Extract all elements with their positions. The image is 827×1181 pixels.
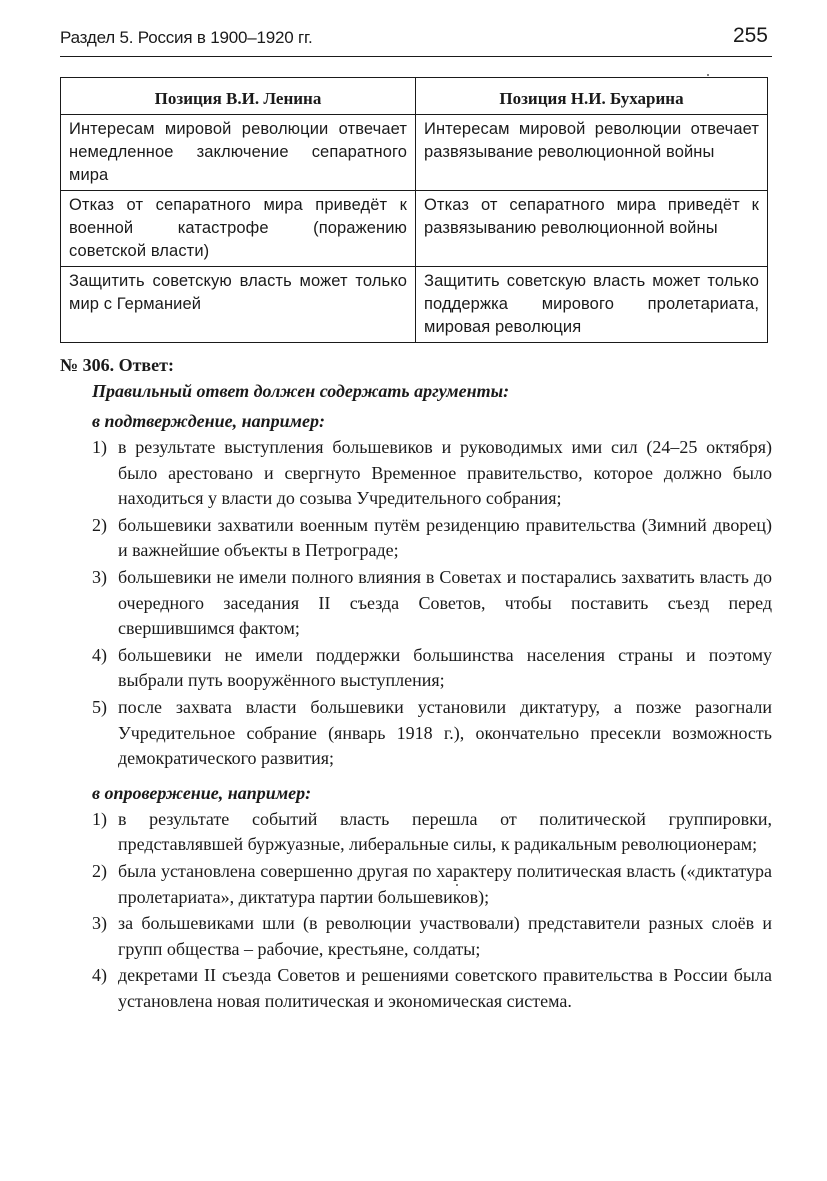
page-number: 255 — [732, 24, 768, 47]
item-text: была установлена совершенно другая по характеру политическая власть («диктатура пролетариата», диктатура партии большевиков); — [118, 860, 772, 907]
bukharin-position-cell: Интересам мировой революции отвечает развязывание революционной войны — [416, 115, 768, 191]
answer-block — [60, 353, 772, 1015]
item-text: в результате выступления большевиков и руководимых ими сил (24–25 октября) было арестовано и свергнуто Временное правительство, которое должно было находиться у власти до созыва Учредительного собрания; — [118, 437, 772, 509]
bukharin-position-cell: Отказ от сепаратного мира приведёт к развязыванию революционной войны — [416, 191, 768, 267]
table-row — [61, 115, 768, 191]
lenin-position-cell: Защитить советскую власть может только мир с Германией — [61, 267, 416, 343]
list-item — [60, 807, 772, 858]
item-number: 1) — [92, 437, 107, 457]
list-item — [60, 695, 772, 772]
item-number: 4) — [92, 644, 107, 665]
answer-instruction: Правильный ответ должен содержать аргументы: — [92, 381, 510, 401]
bukharin-position-cell: Защитить советскую власть может только поддержка мирового пролетариата, мировая революция — [416, 267, 768, 343]
running-header — [60, 22, 772, 57]
item-text: в результате событий власть перешла от политической группировки, представлявшей буржуазные, либеральные силы, к радикальным революционерам; — [118, 808, 772, 855]
lenin-column-header: Позиция В.И. Ленина — [61, 78, 416, 115]
list-item — [60, 643, 772, 694]
table-row — [61, 191, 768, 267]
refute-heading: в опровержение, например: — [92, 782, 312, 803]
item-number: 3) — [92, 566, 107, 587]
item-text: после захвата власти большевики установили диктатуру, а позже разогнали Учредительное собрание (январь 1918 г.), окончательно пресекли возможность демократического развития; — [118, 696, 772, 769]
positions-table — [60, 77, 768, 343]
section-gap — [60, 773, 772, 779]
list-item — [60, 513, 772, 564]
item-number: 5) — [92, 696, 107, 717]
table-header-row — [61, 78, 768, 115]
confirm-heading: в подтверждение, например: — [92, 411, 325, 431]
section-title: Раздел 5. Россия в 1900–1920 гг. — [60, 28, 313, 47]
confirm-list — [60, 435, 772, 772]
answer-number: № 306. Ответ: — [60, 355, 174, 375]
lenin-position-cell: Интересам мировой революции отвечает немедленное заключение сепаратного мира — [61, 115, 416, 191]
list-item — [60, 911, 772, 962]
item-text: за большевиками шли (в революции участвовали) представители разных слоёв и групп общества – рабочие, крестьяне, солдаты; — [118, 913, 772, 959]
scan-speck — [707, 74, 709, 76]
list-item — [60, 565, 772, 642]
list-item — [60, 859, 772, 910]
refute-list — [60, 807, 772, 1015]
item-text: большевики не имели поддержки большинства населения страны и поэтому выбрали путь вооружённого выступления; — [118, 644, 772, 691]
item-number: 3) — [92, 913, 107, 934]
scan-speck — [456, 884, 458, 886]
list-item — [60, 963, 772, 1014]
item-number: 2) — [92, 514, 107, 535]
item-text: декретами II съезда Советов и решениями советского правительства в России была установлена новая политическая и экономическая система. — [118, 965, 772, 1011]
item-text: большевики захватили военным путём резиденцию правительства (Зимний дворец) и важнейшие объекты в Петрограде; — [118, 514, 772, 561]
list-item — [60, 435, 772, 512]
table-row — [61, 267, 768, 343]
lenin-position-cell: Отказ от сепаратного мира приведёт к военной катастрофе (поражению советской власти) — [61, 191, 416, 267]
item-number: 1) — [92, 808, 107, 829]
bukharin-column-header: Позиция Н.И. Бухарина — [416, 78, 768, 115]
item-text: большевики не имели полного влияния в Советах и постарались захватить власть до очередного заседания II съезда Советов, чтобы поставить съезд перед свершившимся фактом; — [118, 566, 772, 639]
item-number: 4) — [92, 965, 107, 986]
item-number: 2) — [92, 860, 107, 881]
